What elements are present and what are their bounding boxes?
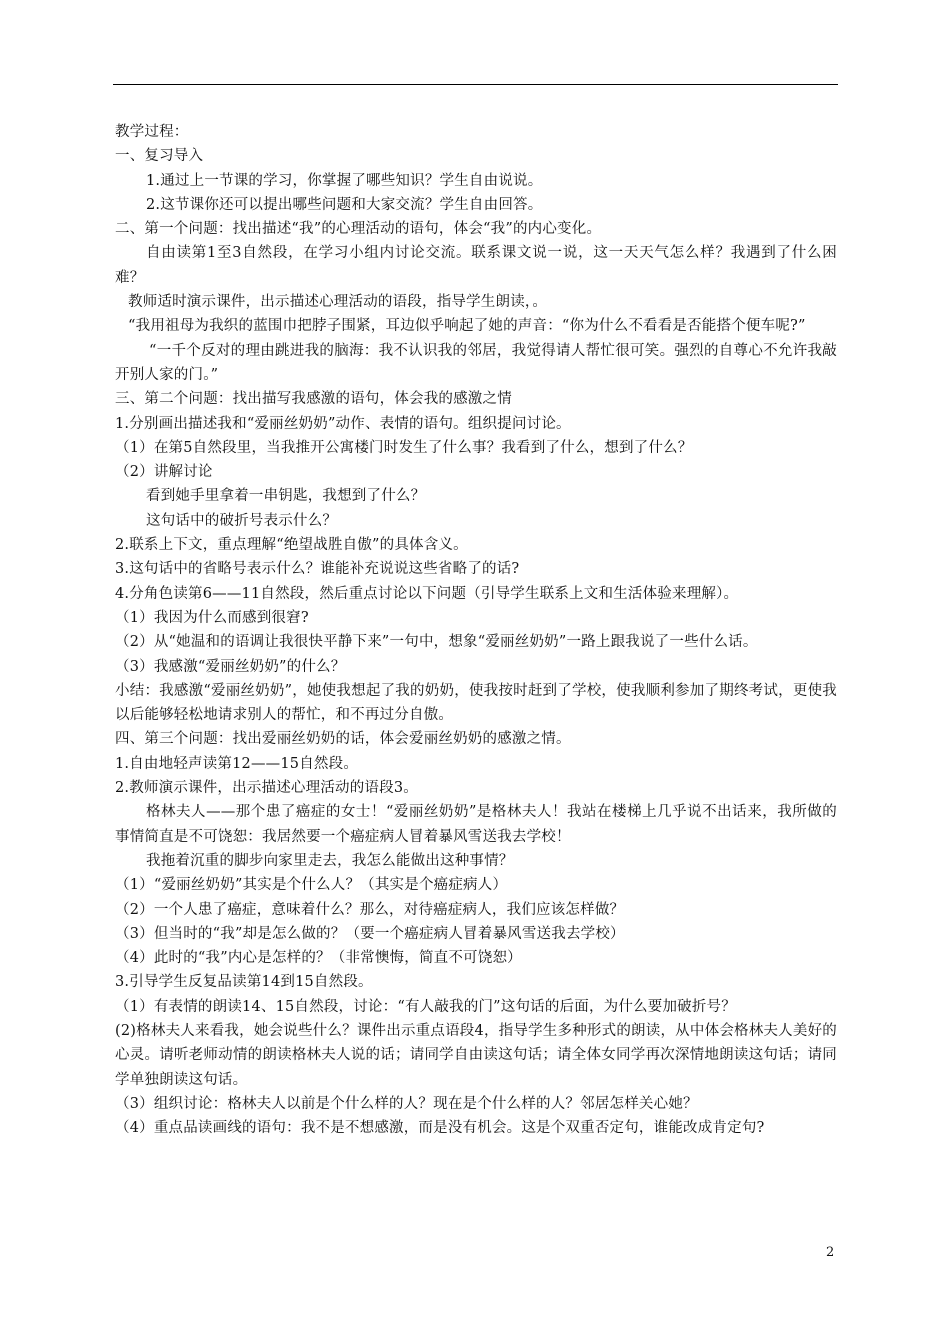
quote-paragraph: “一千个反对的理由跳进我的脑海：我不认识我的邻居，我觉得请人帮忙很可笑。强烈的自尊心不允许我敲开别人家的门。” bbox=[115, 342, 837, 383]
list-item: (2)格林夫人来看我，她会说些什么？课件出示重点语段4，指导学生多种形式的朗读，从中体会格林夫人美好的心灵。请听老师动情的朗读格林夫人说的话；请同学自由读这句话；请全体女同学再次深情地朗读这句话；请同学单独朗读这句话。 bbox=[115, 1022, 837, 1088]
list-item: 3.引导学生反复品读第14到15自然段。 bbox=[115, 974, 373, 991]
paragraph: 自由读第1至3自然段，在学习小组内讨论交流。联系课文说一说，这一天天气怎么样？我遇到了什么困难？ bbox=[115, 245, 837, 286]
list-item: （1）“爱丽丝奶奶”其实是个什么人？（其实是个癌症病人） bbox=[115, 877, 508, 894]
paragraph: 这句话中的破折号表示什么？ bbox=[146, 512, 338, 529]
list-item: （4）此时的“我”内心是怎样的？（非常懊悔，简直不可饶恕） bbox=[115, 950, 522, 967]
list-item: （4）重点品读画线的语句：我不是不想感激，而是没有机会。这是个双重否定句，谁能改成肯定句? bbox=[115, 1120, 765, 1137]
list-item: （3）我感激“爱丽丝奶奶”的什么？ bbox=[115, 658, 346, 675]
section-heading-review: 一、复习导入 bbox=[115, 148, 204, 165]
list-item: 1.自由地轻声读第12——15自然段。 bbox=[115, 755, 359, 772]
header-rule bbox=[113, 84, 838, 85]
list-item: （1）我因为什么而感到很窘? bbox=[115, 609, 309, 626]
section-heading-question-3: 四、第三个问题：找出爱丽丝奶奶的话，体会爱丽丝奶奶的感激之情。 bbox=[115, 731, 571, 748]
list-item: （2）一个人患了癌症，意味着什么？那么，对待癌症病人，我们应该怎样做？ bbox=[115, 901, 625, 918]
quote-paragraph: “我用祖母为我织的蓝围巾把脖子围紧，耳边似乎响起了她的声音：“你为什么不看看是否能搭个便车呢?” bbox=[128, 318, 806, 335]
section-heading-question-1: 二、第一个问题：找出描述“我”的心理活动的语句，体会“我”的内心变化。 bbox=[115, 221, 602, 238]
list-item: 3.这句话中的省略号表示什么？谁能补充说说这些省略了的话? bbox=[115, 561, 520, 578]
paragraph: 1.通过上一节课的学习，你掌握了哪些知识？学生自由说说。 bbox=[146, 172, 543, 189]
paragraph: 我拖着沉重的脚步向家里走去，我怎么能做出这种事情？ bbox=[146, 852, 514, 869]
list-item: （1）在第5自然段里，当我推开公寓楼门时发生了什么事？我看到了什么，想到了什么？ bbox=[115, 439, 693, 456]
section-heading-question-2: 三、第二个问题：找出描写我感激的语句，体会我的感激之情 bbox=[115, 391, 512, 408]
page-number: 2 bbox=[826, 1245, 835, 1260]
list-item: 2.教师演示课件，出示描述心理活动的语段3。 bbox=[115, 780, 418, 797]
document-body bbox=[115, 120, 837, 1140]
list-item: 4.分角色读第6——11自然段，然后重点讨论以下问题（引导学生联系上文和生活体验来理解）。 bbox=[115, 585, 739, 602]
summary-paragraph: 小结：我感激“爱丽丝奶奶”，她使我想起了我的奶奶，使我按时赶到了学校，使我顺利参加了期终考试，更使我以后能够轻松地请求别人的帮忙，和不再过分自傲。 bbox=[115, 682, 837, 724]
list-item: 2.联系上下文，重点理解“绝望战胜自傲”的具体含义。 bbox=[115, 537, 468, 554]
paragraph: 格林夫人——那个患了癌症的女士！“爱丽丝奶奶”是格林夫人！我站在楼梯上几乎说不出话来，我所做的事情简直是不可饶恕：我居然要一个癌症病人冒着暴风雪送我去学校！ bbox=[115, 804, 837, 845]
paragraph: 教师适时演示课件，出示描述心理活动的语段，指导学生朗读，。 bbox=[128, 294, 548, 311]
list-item: （3）组织讨论：格林夫人以前是个什么样的人？现在是个什么样的人？邻居怎样关心她？ bbox=[115, 1095, 698, 1112]
paragraph: 看到她手里拿着一串钥匙，我想到了什么？ bbox=[146, 488, 426, 505]
section-label-teaching-process: 教学过程： bbox=[115, 124, 189, 140]
list-item: （2）从“她温和的语调让我很快平静下来”一句中，想象“爱丽丝奶奶”一路上跟我说了一些什么话。 bbox=[115, 634, 758, 651]
list-item: （3）但当时的“我”却是怎么做的？（要一个癌症病人冒着暴风雪送我去学校） bbox=[115, 925, 625, 942]
list-item: （2）讲解讨论 bbox=[115, 464, 213, 481]
list-item: 1.分别画出描述我和“爱丽丝奶奶”动作、表情的语句。组织提问讨论。 bbox=[115, 415, 571, 432]
list-item: （1）有表情的朗读14、15自然段，讨论：“有人敲我的门”这句话的后面，为什么要加破折号？ bbox=[115, 998, 736, 1015]
paragraph: 2.这节课你还可以提出哪些问题和大家交流？学生自由回答。 bbox=[146, 196, 543, 213]
